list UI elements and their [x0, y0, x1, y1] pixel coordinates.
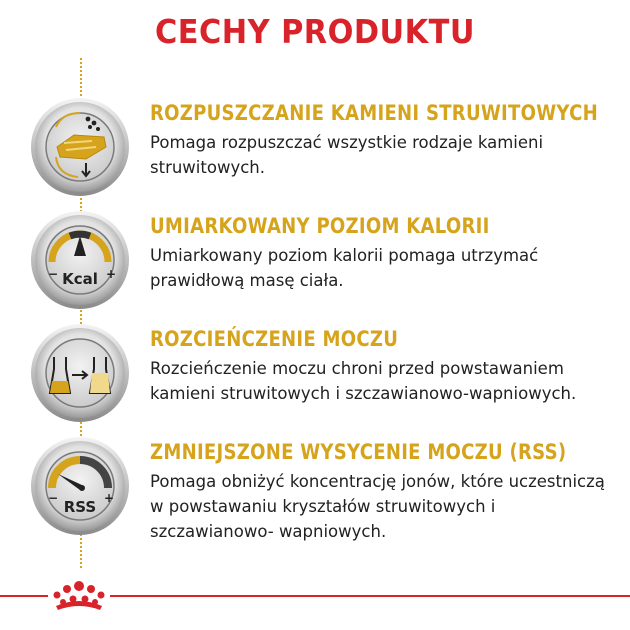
- kcal-gauge-icon: [30, 210, 130, 310]
- footer-line-left: [0, 595, 48, 597]
- badge: [30, 323, 130, 423]
- badge: [30, 97, 130, 197]
- feature-title: UMIARKOWANY POZIOM KALORII: [150, 214, 490, 238]
- feature-title: ROZCIEŃCZENIE MOCZU: [150, 327, 399, 351]
- badge: [30, 210, 130, 310]
- feature-description: Pomaga rozpuszczać wszystkie rodzaje kamieni struwitowych.: [150, 133, 544, 177]
- feature-struvite-dissolution: [0, 97, 630, 197]
- feature-description: Umiarkowany poziom kalorii pomaga utrzymać prawidłową masę ciała.: [150, 246, 539, 290]
- rss-label: RSS: [63, 498, 97, 516]
- svg-text:+: +: [104, 491, 115, 505]
- kcal-label: Kcal: [62, 270, 98, 288]
- feature-title: ZMNIEJSZONE WYSYCENIE MOCZU (RSS): [150, 440, 567, 464]
- page-title: CECHY PRODUKTU: [155, 12, 475, 51]
- crystal-dissolving-icon: [30, 97, 130, 197]
- feature-urine-dilution: [0, 323, 630, 423]
- svg-text:−: −: [48, 267, 59, 281]
- svg-text:+: +: [106, 267, 117, 281]
- rss-gauge-icon: [30, 436, 130, 536]
- feature-description: Rozcieńczenie moczu chroni przed powstawaniem kamieni struwitowych i szczawianowo-wapniowych.: [150, 359, 577, 403]
- svg-text:−: −: [48, 491, 59, 505]
- feature-description: Pomaga obniżyć koncentrację jonów, które uczestniczą w powstawaniu kryształów struwitowych i szczawianowo- wapniowych.: [150, 472, 605, 541]
- feature-moderate-calories: [0, 210, 630, 310]
- feature-title: ROZPUSZCZANIE KAMIENI STRUWITOWYCH: [150, 101, 598, 125]
- urine-dilution-icon: [30, 323, 130, 423]
- badge: [30, 436, 130, 536]
- feature-reduced-rss: [0, 436, 630, 541]
- footer-line-right: [110, 595, 630, 597]
- royal-canin-crown-logo: [48, 576, 110, 612]
